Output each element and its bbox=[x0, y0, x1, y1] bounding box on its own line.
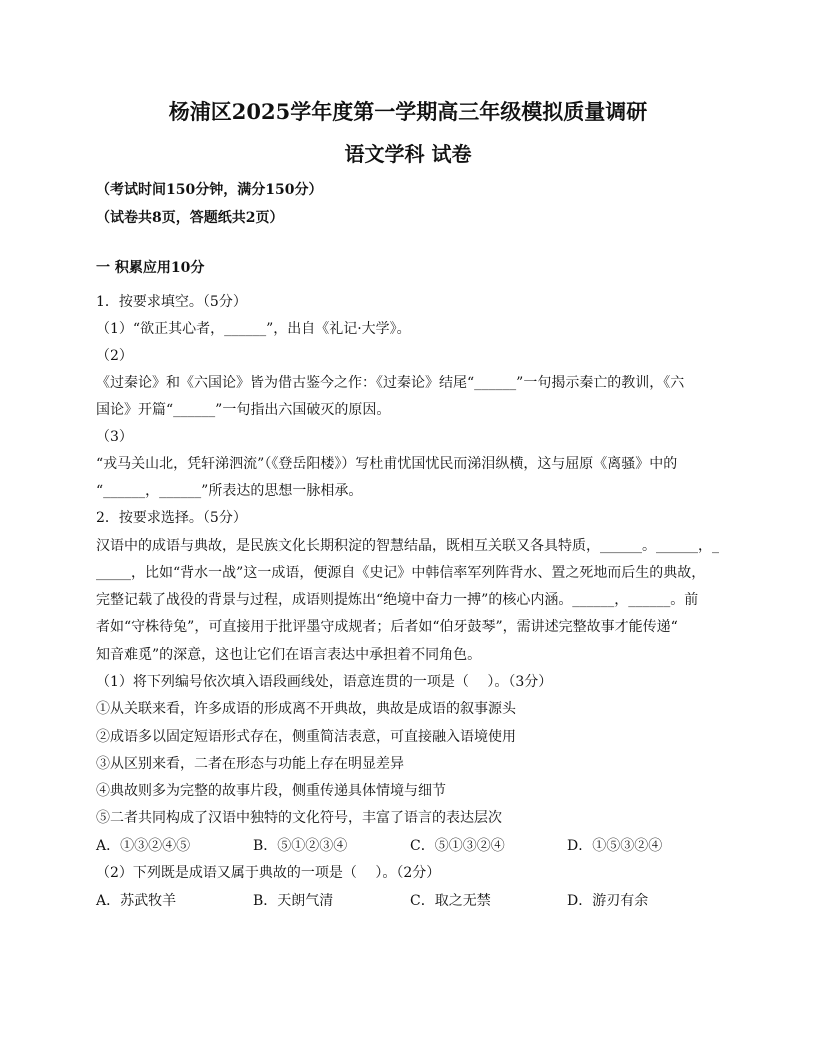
question-1-part-3-line: “戎马关山北，凭轩涕泗流”（《登岳阳楼》）写杜甫忧国忧民而涕泪纵横，这与屈原《离骚》中的 bbox=[96, 456, 678, 472]
section-heading: 一 积累应用10分 bbox=[96, 260, 205, 276]
option-a: A．苏武牧羊 bbox=[96, 893, 177, 909]
page-title: 杨浦区2025学年度第一学期高三年级模拟质量调研 bbox=[168, 99, 648, 124]
statement-item: ④典故则多为完整的故事片段，侧重传递具体情境与细节 bbox=[96, 783, 446, 799]
question-1-part-1: （1）“欲正其心者，______”，出自《礼记·大学》。 bbox=[96, 321, 411, 337]
option-a: A．①③②④⑤ bbox=[96, 838, 191, 854]
subquestion-2-stem: （2）下列既是成语又属于典故的一项是（ ）。（2分） bbox=[96, 865, 441, 881]
statement-item: ①从关联来看，许多成语的形成离不开典故，典故是成语的叙事源头 bbox=[96, 701, 516, 717]
passage-line: 完整记载了战役的背景与过程，成语则提炼出“绝境中奋力一搏”的核心内涵。______，______。前 bbox=[96, 592, 699, 608]
option-d: D．游刃有余 bbox=[567, 893, 649, 909]
option-d: D．①⑤③②④ bbox=[567, 838, 663, 854]
statement-item: ⑤二者共同构成了汉语中独特的文化符号，丰富了语言的表达层次 bbox=[96, 810, 502, 826]
question-1-stem: 1．按要求填空。（5分） bbox=[96, 294, 247, 310]
option-c: C．取之无禁 bbox=[410, 893, 491, 909]
exam-time-note: （考试时间150分钟，满分150分） bbox=[96, 182, 323, 198]
question-1-part-2-label: （2） bbox=[96, 348, 133, 364]
question-1-part-2-line: 《过秦论》和《六国论》皆为借古鉴今之作：《过秦论》结尾“______”一句揭示秦亡的教训，《六 bbox=[96, 375, 685, 391]
option-b: B．天朗气清 bbox=[253, 893, 334, 909]
option-c: C．⑤①③②④ bbox=[410, 838, 505, 854]
passage-line: _____，比如“背水一战”这一成语，便源自《史记》中韩信率军列阵背水、置之死地而后生的典故， bbox=[96, 565, 706, 581]
subquestion-2-options bbox=[96, 891, 726, 911]
question-1-part-3-line: “______，______”所表达的思想一脉相承。 bbox=[96, 483, 363, 499]
question-1-part-3-label: （3） bbox=[96, 429, 133, 445]
passage-line: 汉语中的成语与典故，是民族文化长期积淀的智慧结晶，既相互关联又各具特质，______。______，_ bbox=[96, 538, 719, 554]
subquestion-1-stem: （1）将下列编号依次填入语段画线处，语意连贯的一项是（ ）。（3分） bbox=[96, 674, 553, 690]
question-2-stem: 2．按要求选择。（5分） bbox=[96, 510, 247, 526]
subquestion-1-options bbox=[96, 836, 726, 856]
option-b: B．⑤①②③④ bbox=[253, 838, 348, 854]
question-1-part-2-line: 国论》开篇“______”一句指出六国破灭的原因。 bbox=[96, 402, 391, 418]
exam-pages-note: （试卷共8页，答题纸共2页） bbox=[96, 210, 284, 226]
passage-line: 者如“守株待兔”，可直接用于批评墨守成规者；后者如“伯牙鼓琴”，需讲述完整故事才能传递“ bbox=[96, 619, 678, 635]
statement-item: ②成语多以固定短语形式存在，侧重简洁表意，可直接融入语境使用 bbox=[96, 729, 516, 745]
page-subtitle: 语文学科 试卷 bbox=[344, 142, 472, 166]
statement-item: ③从区别来看，二者在形态与功能上存在明显差异 bbox=[96, 756, 404, 772]
passage-line: 知音难觅”的深意，这也让它们在语言表达中承担着不同角色。 bbox=[96, 647, 482, 663]
